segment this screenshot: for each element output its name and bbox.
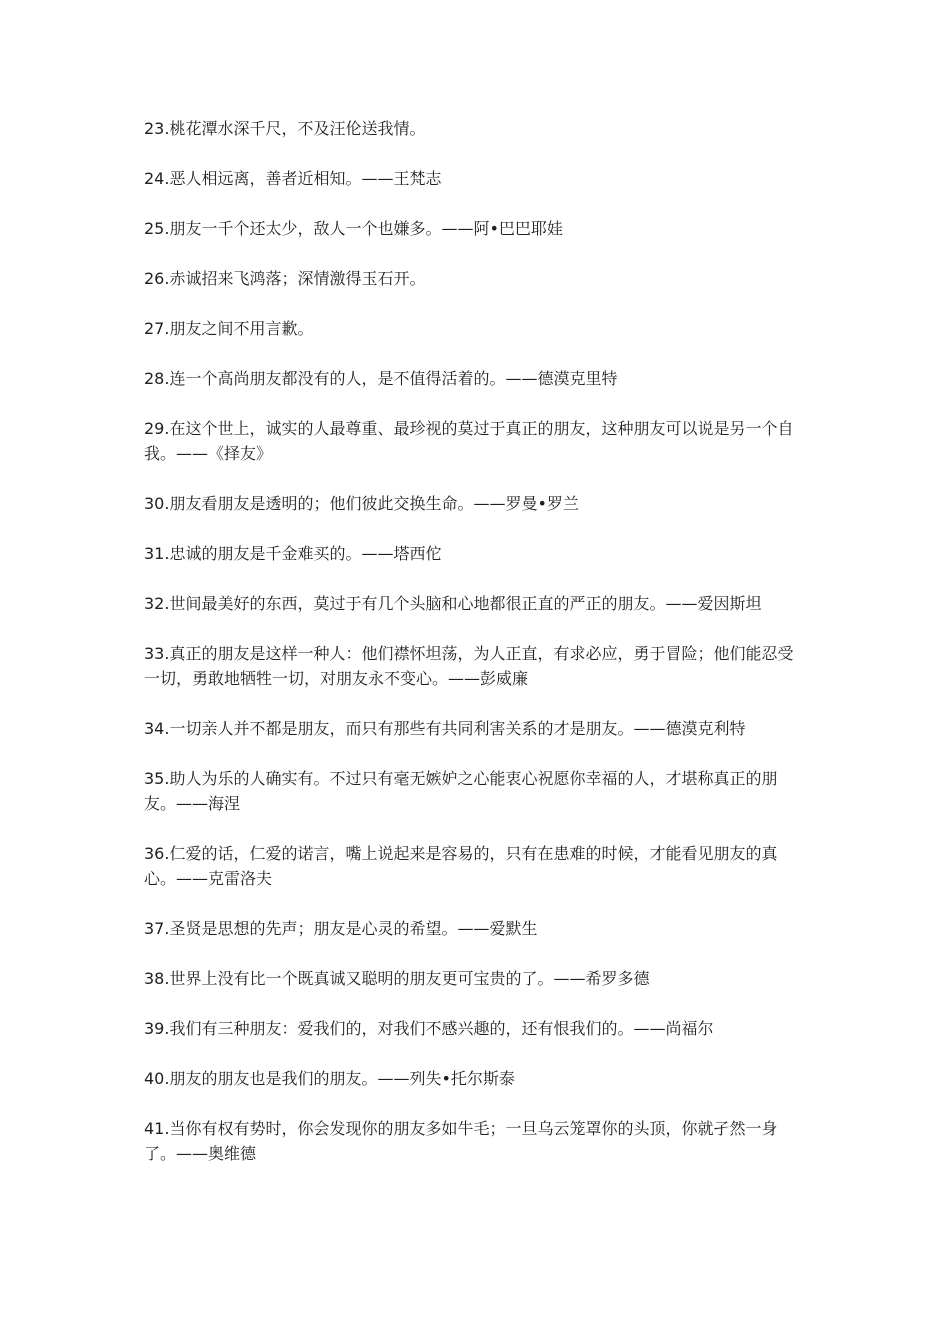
quote-item: 40.朋友的朋友也是我们的朋友。——列失•托尔斯泰 bbox=[144, 1069, 515, 1088]
quote-item: 32.世间最美好的东西，莫过于有几个头脑和心地都很正直的严正的朋友。——爱因斯坦 bbox=[144, 594, 762, 613]
quote-list bbox=[144, 116, 808, 1191]
quote-item: 25.朋友一千个还太少，敌人一个也嫌多。——阿•巴巴耶娃 bbox=[144, 219, 563, 238]
quote-item: 24.恶人相远离，善者近相知。——王梵志 bbox=[144, 169, 442, 188]
quote-item: 31.忠诚的朋友是千金难买的。——塔西佗 bbox=[144, 544, 442, 563]
quote-item: 34.一切亲人并不都是朋友，而只有那些有共同利害关系的才是朋友。——德漠克利特 bbox=[144, 719, 746, 738]
quote-item: 26.赤诚招来飞鸿落；深情激得玉石开。 bbox=[144, 269, 426, 288]
quote-item: 37.圣贤是思想的先声；朋友是心灵的希望。——爱默生 bbox=[144, 919, 538, 938]
quote-item: 27.朋友之间不用言歉。 bbox=[144, 319, 314, 338]
quote-item: 38.世界上没有比一个既真诚又聪明的朋友更可宝贵的了。——希罗多德 bbox=[144, 969, 650, 988]
quote-item: 33.真正的朋友是这样一种人：他们襟怀坦荡，为人正直，有求必应，勇于冒险；他们能忍受一切，勇敢地牺牲一切，对朋友永不变心。——彭威廉 bbox=[144, 644, 794, 688]
quote-item: 29.在这个世上，诚实的人最尊重、最珍视的莫过于真正的朋友，这种朋友可以说是另一个自我。——《择友》 bbox=[144, 419, 794, 463]
quote-item: 35.助人为乐的人确实有。不过只有毫无嫉妒之心能衷心祝愿你幸福的人，才堪称真正的朋友。——海涅 bbox=[144, 769, 778, 813]
quote-item: 39.我们有三种朋友：爱我们的，对我们不感兴趣的，还有恨我们的。——尚福尔 bbox=[144, 1019, 714, 1038]
quote-item: 30.朋友看朋友是透明的；他们彼此交换生命。——罗曼•罗兰 bbox=[144, 494, 579, 513]
quote-item: 41.当你有权有势时，你会发现你的朋友多如牛毛；一旦乌云笼罩你的头顶，你就孑然一身了。——奥维德 bbox=[144, 1119, 778, 1163]
quote-item: 28.连一个高尚朋友都没有的人，是不值得活着的。——德漠克里特 bbox=[144, 369, 618, 388]
quote-item: 23.桃花潭水深千尺，不及汪伦送我情。 bbox=[144, 119, 426, 138]
quote-item: 36.仁爱的话，仁爱的诺言，嘴上说起来是容易的，只有在患难的时候，才能看见朋友的真心。——克雷洛夫 bbox=[144, 844, 778, 888]
